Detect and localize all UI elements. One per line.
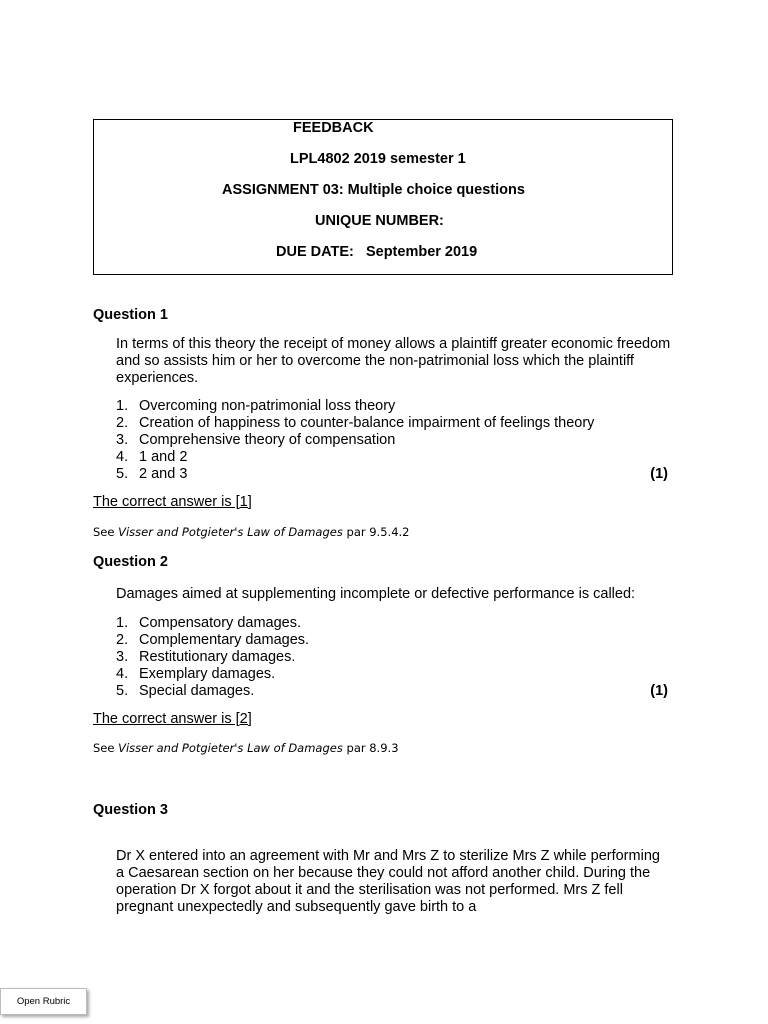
question-3-title: Question 3 xyxy=(93,802,168,818)
question-2-mark: (1) xyxy=(650,683,668,699)
question-1-mark: (1) xyxy=(650,466,668,482)
list-item xyxy=(116,666,676,683)
option-text: Overcoming non-patrimonial loss theory xyxy=(139,398,396,414)
list-item xyxy=(116,632,676,649)
list-item xyxy=(116,683,676,700)
list-item xyxy=(116,615,676,632)
question-1-answer: The correct answer is [1] xyxy=(93,494,252,510)
feedback-heading: FEEDBACK xyxy=(293,120,374,136)
question-2-answer: The correct answer is [2] xyxy=(93,711,252,727)
ref-title: Visser and Potgieter's Law of Damages xyxy=(118,741,343,755)
ref-paragraph: par 9.5.4.2 xyxy=(342,525,410,539)
ref-paragraph: par 8.9.3 xyxy=(342,741,399,755)
list-item xyxy=(116,415,676,432)
option-text: Special damages. xyxy=(139,683,255,699)
question-1-reference xyxy=(93,525,409,539)
option-number: 1. xyxy=(116,615,129,631)
option-number: 4. xyxy=(116,449,129,465)
assignment-title: ASSIGNMENT 03: Multiple choice questions xyxy=(222,182,525,198)
option-number: 2. xyxy=(116,632,129,648)
option-number: 2. xyxy=(116,415,129,431)
list-item xyxy=(116,398,676,415)
question-1-text: In terms of this theory the receipt of money allows a plaintiff greater economic freedom and so assists him or her to overcome the non-patrimonial loss which the plaintiff experiences. xyxy=(116,336,671,386)
option-text: Creation of happiness to counter-balance impairment of feelings theory xyxy=(139,415,595,431)
list-item xyxy=(116,649,676,666)
list-item xyxy=(116,432,676,449)
question-2-text: Damages aimed at supplementing incomplete or defective performance is called: xyxy=(116,586,636,602)
option-text: Comprehensive theory of compensation xyxy=(139,432,396,448)
option-number: 1. xyxy=(116,398,129,414)
option-text: 2 and 3 xyxy=(139,466,188,482)
list-item xyxy=(116,449,676,466)
option-number: 3. xyxy=(116,432,129,448)
due-date: DUE DATE: September 2019 xyxy=(276,244,478,260)
option-number: 5. xyxy=(116,466,129,482)
question-2-title: Question 2 xyxy=(93,554,168,570)
question-2-reference xyxy=(93,741,399,755)
question-1-options xyxy=(116,398,676,483)
option-number: 4. xyxy=(116,666,129,682)
question-2-options xyxy=(116,615,676,700)
unique-number: UNIQUE NUMBER: xyxy=(315,213,444,229)
option-text: Compensatory damages. xyxy=(139,615,301,631)
question-3-text: Dr X entered into an agreement with Mr and Mrs Z to sterilize Mrs Z while performing a Caesarean section on her because they could not afford another child. During the operation Dr X forgot about it and the sterilisation was not performed. Mrs Z fell pregnant unexpectedly and subsequently gave birth to a xyxy=(116,848,660,915)
option-number: 3. xyxy=(116,649,129,665)
course-code: LPL4802 2019 semester 1 xyxy=(290,151,466,167)
ref-prefix: See xyxy=(93,525,119,539)
option-text: 1 and 2 xyxy=(139,449,188,465)
option-text: Complementary damages. xyxy=(139,632,310,648)
option-text: Exemplary damages. xyxy=(139,666,276,682)
option-number: 5. xyxy=(116,683,129,699)
header-box xyxy=(93,119,673,275)
list-item xyxy=(116,466,676,483)
ref-prefix: See xyxy=(93,741,119,755)
option-text: Restitutionary damages. xyxy=(139,649,296,665)
open-rubric-button[interactable]: Open Rubric xyxy=(0,988,87,1015)
question-1-title: Question 1 xyxy=(93,307,168,323)
ref-title: Visser and Potgieter's Law of Damages xyxy=(118,525,343,539)
